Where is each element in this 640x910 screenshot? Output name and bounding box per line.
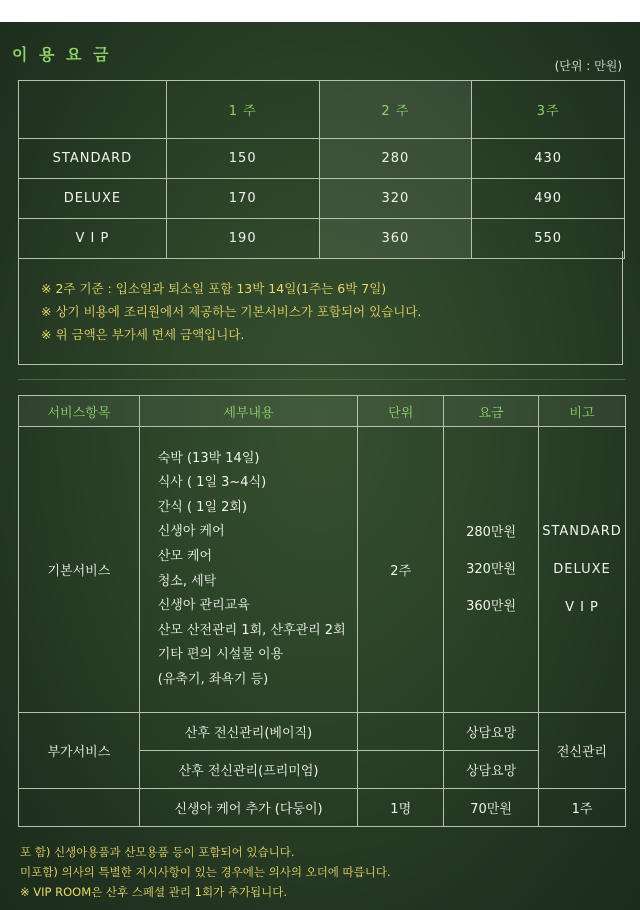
list-item: 신생아 관리교육 [157,598,250,614]
price-cell: 190 [166,219,319,259]
service-table [18,395,626,827]
price-cell: 490 [472,179,625,219]
table-row [19,139,625,179]
category-cell-empty [19,789,140,827]
unit-cell: 1명 [358,789,444,827]
footnote: 미포함) 의사의 특별한 지시사항이 있는 경우에는 의사의 오더에 따릅니다. [20,865,391,879]
header-cell: 1 주 [166,81,319,139]
table-row [19,179,625,219]
price-cell: 550 [472,219,625,259]
list-item: 기타 편의 시설물 이용 [157,647,284,663]
list-item: 숙박 (13박 14일) [157,450,260,466]
price-cell [444,427,539,713]
list-item: 산모 산전관리 1회, 산후관리 2회 [157,622,346,638]
list-item: 신생아 케어 [157,524,225,540]
note-value: STANDARD [542,523,622,539]
price-value: 320만원 [466,562,517,577]
header-cell [19,81,167,139]
price-cell: 상담요망 [444,751,539,789]
detail-cell: 신생아 케어 추가 (다둥이) [139,789,358,827]
header-cell: 비고 [538,396,625,427]
unit-cell [358,713,444,751]
price-cell: 상담요망 [444,713,539,751]
detail-cell: 산후 전신관리(베이직) [139,713,358,751]
price-note: ※ 위 금액은 부가세 면세 금액입니다. [41,327,245,342]
unit-cell [358,751,444,789]
row-label: DELUXE [19,179,167,219]
price-cell: 150 [166,139,319,179]
price-cell: 430 [472,139,625,179]
extra-service-row [19,713,626,751]
price-cell: 320 [319,179,472,219]
category-cell: 기본서비스 [19,427,140,713]
price-note: ※ 2주 기준 : 입소일과 퇴소일 포함 13박 14일(1주는 6박 7일) [41,281,387,296]
price-value: 280만원 [466,525,517,540]
list-item: 청소, 세탁 [157,573,217,589]
price-cell: 280 [319,139,472,179]
note-value: DELUXE [553,561,611,577]
price-notes [18,251,623,365]
header-cell: 단위 [358,396,444,427]
list-item: 간식 ( 1일 2회) [157,499,248,515]
list-item: 식사 ( 1일 3~4식) [157,475,267,491]
unit-cell: 2주 [358,427,444,713]
footnote: ※ VIP ROOM은 산후 스페셜 관리 1회가 추가됩니다. [20,885,288,899]
footnotes [20,842,391,902]
note-cell [538,427,625,713]
section-divider [18,379,625,380]
note-cell: 1주 [538,789,625,827]
row-label: STANDARD [19,139,167,179]
detail-cell: 산후 전신관리(프리미엄) [139,751,358,789]
header-cell: 서비스항목 [19,396,140,427]
service-table-header [19,396,626,427]
list-item: 산모 케어 [157,548,213,564]
price-note: ※ 상기 비용에 조리원에서 제공하는 기본서비스가 포함되어 있습니다. [41,304,422,319]
price-cell: 70만원 [444,789,539,827]
header-cell: 세부내용 [139,396,358,427]
note-value: V I P [565,599,599,615]
header-cell: 2 주 [319,81,472,139]
list-item: (유축기, 좌욕기 등) [157,671,269,687]
top-strip [0,0,640,22]
extra-service-row [19,789,626,827]
price-cell: 360 [319,219,472,259]
unit-label: (단위 : 만원) [554,59,622,73]
basic-items-cell [139,427,358,713]
price-cell: 170 [166,179,319,219]
price-value: 360만원 [466,599,517,614]
footnote: 포 함) 신생아용품과 산모용품 등이 포함되어 있습니다. [20,845,295,859]
row-label: V I P [19,219,167,259]
page-title: 이 용 요 금 [12,45,112,64]
note-cell: 전신관리 [538,713,625,789]
price-table [18,80,625,259]
category-cell: 부가서비스 [19,713,140,789]
header-cell: 3주 [472,81,625,139]
basic-service-row [19,427,626,713]
header-cell: 요금 [444,396,539,427]
price-table-header [19,81,625,139]
